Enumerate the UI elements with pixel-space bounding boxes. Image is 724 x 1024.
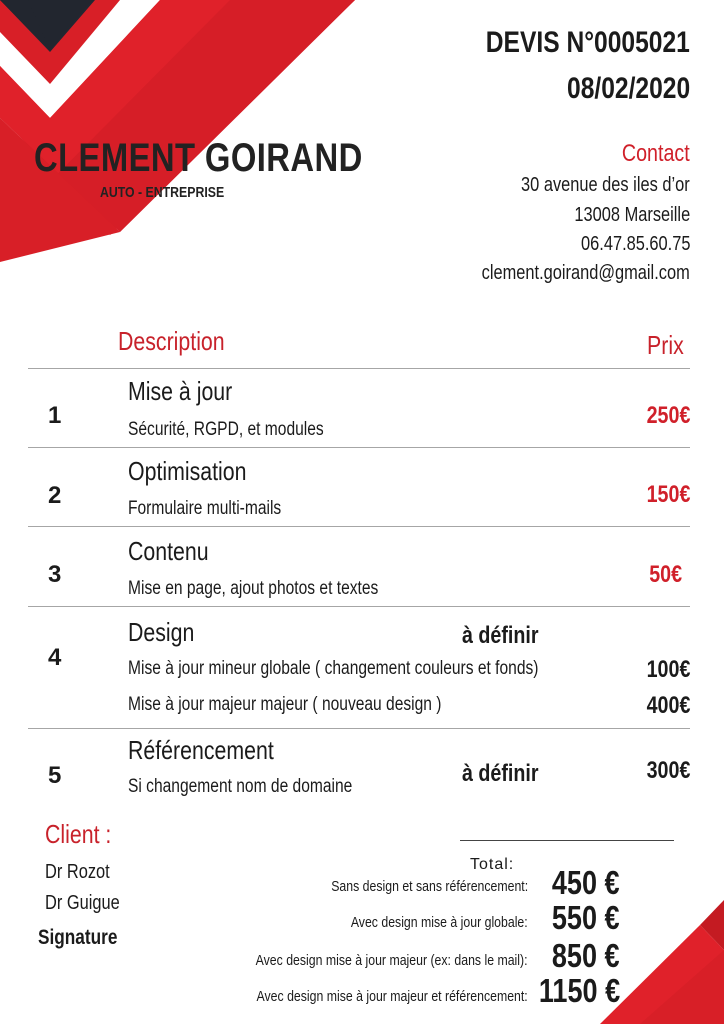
total-line-value (537, 937, 620, 975)
company-type (100, 184, 251, 201)
total-line-value (537, 864, 620, 902)
total-line-value-text: 1150 € (538, 972, 620, 1009)
contact-phone-text: 06.47.85.60.75 (580, 233, 690, 255)
total-line-label (312, 914, 528, 931)
row-divider (28, 728, 690, 729)
item-detail (128, 578, 433, 600)
item-option-price-text: 100€ (646, 656, 690, 683)
item-price (637, 402, 690, 430)
item-detail (128, 776, 402, 798)
contact-heading (607, 140, 690, 168)
client-name (45, 861, 124, 884)
item-option (128, 694, 510, 716)
item-option-text: Mise à jour mineur globale ( changement couleurs et fonds) (128, 658, 539, 679)
column-header-price-text: Prix (647, 330, 684, 360)
total-line-value-text: 550 € (552, 899, 620, 936)
item-detail (128, 419, 367, 441)
item-detail-text: Formulaire multi-mails (128, 498, 282, 519)
item-title (128, 735, 306, 766)
row-divider (28, 368, 690, 369)
item-number: 4 (48, 644, 62, 671)
item-title (128, 536, 226, 567)
item-title-text: Mise à jour (128, 376, 233, 406)
contact-heading-text: Contact (622, 140, 690, 167)
quote-number-text: DEVIS N°0005021 (485, 26, 690, 59)
item-price (637, 757, 690, 785)
total-line-label-text: Avec design mise à jour majeur et référencement: (256, 988, 528, 1005)
total-line-value (521, 972, 620, 1010)
item-option-price (637, 692, 690, 720)
column-header-price (639, 330, 684, 361)
item-title-text: Optimisation (128, 456, 247, 486)
contact-email-text: clement.goirand@gmail.com (481, 262, 690, 284)
total-line-value-text: 450 € (552, 864, 620, 901)
total-line-label (197, 988, 528, 1005)
contact-address-line2 (549, 204, 690, 227)
quote-date (540, 72, 690, 106)
total-line-label (196, 952, 528, 969)
total-separator (460, 840, 674, 841)
contact-address-line1-text: 30 avenue des iles d’or (521, 174, 690, 196)
client-name (45, 892, 136, 915)
item-price-text: 50€ (649, 561, 682, 588)
total-label: Total: (470, 856, 515, 873)
contact-email (436, 262, 690, 285)
item-title-text: Contenu (128, 536, 209, 566)
total-line-label-text: Sans design et sans référencement: (331, 878, 528, 895)
total-line-label (288, 878, 528, 895)
item-number: 3 (48, 561, 62, 588)
total-line-label-text: Avec design mise à jour globale: (351, 914, 528, 931)
client-name-text: Dr Rozot (45, 861, 110, 883)
column-header-description-text: Description (118, 326, 225, 356)
item-detail-text: Si changement nom de domaine (128, 776, 353, 797)
quote-date-text: 08/02/2020 (566, 72, 690, 105)
item-number: 2 (48, 482, 62, 509)
quote-number (441, 26, 690, 60)
signature-label-text: Signature (38, 926, 118, 949)
item-price-tbd-text: à définir (462, 760, 539, 787)
item-price-tbd-text: à définir (462, 622, 539, 649)
row-divider (28, 447, 690, 448)
item-title (128, 617, 209, 648)
item-price-tbd (462, 622, 555, 650)
item-title-text: Design (128, 617, 195, 647)
total-line-label-text: Avec design mise à jour majeur (ex: dans le mail): (256, 952, 528, 969)
company-type-text: AUTO - ENTREPRISE (100, 184, 225, 201)
item-price-text: 300€ (646, 757, 690, 784)
item-option-price-text: 400€ (646, 692, 690, 719)
client-name-text: Dr Guigue (45, 892, 120, 914)
item-number: 1 (48, 402, 62, 429)
item-option-price (637, 656, 690, 684)
item-price-text: 250€ (646, 402, 690, 429)
item-number: 5 (48, 762, 62, 789)
item-detail (128, 498, 315, 520)
row-divider (28, 526, 690, 527)
client-heading-text: Client : (45, 819, 112, 849)
item-option (128, 658, 629, 680)
item-price (637, 481, 690, 509)
item-title-text: Référencement (128, 735, 274, 765)
item-title (128, 456, 273, 487)
contact-address-line1 (484, 174, 690, 197)
column-header-description (118, 326, 248, 357)
row-divider (28, 606, 690, 607)
total-line-value-text: 850 € (552, 937, 620, 974)
total-line-value (537, 899, 620, 937)
signature-label (38, 926, 135, 950)
company-name (34, 136, 435, 181)
company-name-text: CLEMENT GOIRAND (34, 136, 363, 180)
item-option-text: Mise à jour majeur majeur ( nouveau design ) (128, 694, 442, 715)
item-title (128, 376, 255, 407)
item-price (642, 561, 682, 589)
item-detail-text: Sécurité, RGPD, et modules (128, 419, 324, 440)
contact-phone (557, 233, 690, 256)
item-detail-text: Mise en page, ajout photos et textes (128, 578, 379, 599)
item-price-tbd (462, 760, 555, 788)
client-heading (45, 819, 126, 850)
contact-address-line2-text: 13008 Marseille (574, 204, 690, 226)
item-price-text: 150€ (646, 481, 690, 508)
